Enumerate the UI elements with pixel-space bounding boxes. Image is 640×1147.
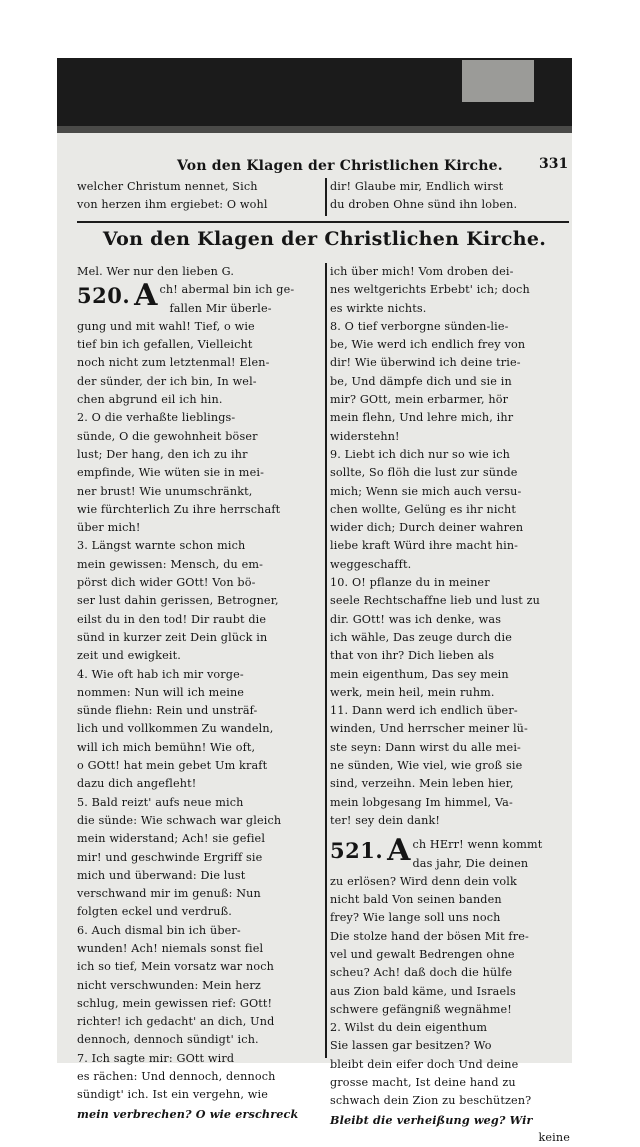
melody-line: Mel. Wer nur den lieben G. — [77, 265, 235, 278]
text-line: be, Und dämpfe dich und sie in — [330, 374, 512, 388]
scan-clip — [462, 60, 534, 102]
page-content — [77, 156, 572, 1144]
text-line: über mich! — [77, 521, 141, 535]
text-line: welcher Christum nennet, Sich — [77, 180, 258, 193]
text-line: 7. Ich sagte mir: GOtt wird — [77, 1051, 235, 1065]
text-line: chen wollte, Gelüng es ihr nicht — [330, 502, 516, 516]
text-line: 11. Dann werd ich endlich über- — [330, 704, 518, 718]
text-line: noch nicht zum letztenmal! Elen- — [77, 356, 270, 370]
text-line: 5. Bald reizt' aufs neue mich — [77, 795, 244, 809]
text-line: mein lobgesang Im himmel, Va- — [330, 795, 513, 809]
text-line: liebe kraft Würd ihre macht hin- — [330, 539, 519, 553]
right-column — [330, 263, 572, 1144]
text-line: seele Rechtschaffne lieb und lust zu — [330, 594, 540, 608]
text-line: dazu dich angefleht! — [77, 777, 197, 791]
text-line: ne sünden, Wie viel, wie groß sie — [330, 759, 523, 773]
text-line: dir! Glaube mir, Endlich wirst — [330, 180, 504, 193]
text-line: richter! ich gedacht' an dich, Und — [77, 1015, 275, 1029]
text-line: that von ihr? Dich lieben als — [330, 649, 495, 663]
running-head: Von den Klagen der Christlichen Kirche. — [177, 158, 503, 174]
text-line: zeit und ewigkeit. — [77, 649, 181, 663]
text-line: 8. O tief verborgne sünden-lie- — [330, 319, 509, 333]
text-line: 2. Wilst du dein eigenthum — [330, 1021, 488, 1035]
text-line: bleibt dein eifer doch Und deine — [330, 1057, 519, 1071]
text-line: fallen Mir überle- — [169, 301, 272, 315]
text-line: es wirkte nichts. — [330, 301, 427, 315]
text-line: mir! und geschwinde Ergriff sie — [77, 850, 263, 864]
text-line: mein gewissen: Mensch, du em- — [77, 557, 264, 571]
text-line: sünde fliehn: Rein und unsträf- — [77, 704, 258, 718]
text-line: mich; Wenn sie mich auch versu- — [330, 484, 522, 498]
text-line: Sie lassen gar besitzen? Wo — [330, 1039, 492, 1053]
text-line: tief bin ich gefallen, Vielleicht — [77, 338, 253, 352]
text-line: grosse macht, Ist deine hand zu — [330, 1076, 516, 1090]
text-line: lich und vollkommen Zu wandeln, — [77, 722, 274, 736]
text-line: mein eigenthum, Das sey mein — [330, 667, 509, 681]
text-line: werk, mein heil, mein ruhm. — [330, 685, 495, 699]
text-line: ter! sey dein dank! — [330, 813, 441, 827]
text-line: ner brust! Wie unumschränkt, — [77, 484, 253, 498]
text-line: 6. Auch dismal bin ich über- — [77, 923, 241, 937]
text-line: empfinde, Wie wüten sie in mei- — [77, 466, 264, 480]
text-line: schwach dein Zion zu beschützen? — [330, 1094, 532, 1108]
scan-dark-border — [57, 58, 572, 133]
text-line: ich über mich! Vom droben dei- — [330, 265, 514, 278]
text-line: Die stolze hand der bösen Mit fre- — [330, 929, 529, 943]
text-line: mich und überwand: Die lust — [77, 868, 246, 882]
hymn-521-lines — [330, 873, 572, 1129]
text-line: zu erlösen? Wird denn dein volk — [330, 874, 517, 888]
horizontal-rule — [77, 221, 569, 223]
text-line: der sünder, der ich bin, In wel- — [77, 374, 257, 388]
text-line: frey? Wie lange soll uns noch — [330, 911, 501, 925]
text-line: o GOtt! hat mein gebet Um kraft — [77, 759, 268, 773]
text-line: nes weltgerichts Erbebt' ich; doch — [330, 283, 530, 297]
section-title: Von den Klagen der Christlichen Kirche. — [102, 228, 547, 250]
text-line: es rächen: Und dennoch, dennoch — [77, 1070, 276, 1084]
text-line: Bleibt die verheißung weg? Wir — [330, 1112, 533, 1127]
text-line: gung und mit wahl! Tief, o wie — [77, 319, 255, 333]
text-line: mein widerstand; Ach! sie gefiel — [77, 832, 266, 846]
text-line: sünd in kurzer zeit Dein glück in — [77, 630, 268, 644]
hymn-520-continuation — [330, 263, 572, 830]
text-line: nicht verschwunden: Mein herz — [77, 978, 261, 992]
text-line: vel und gewalt Bedrengen ohne — [330, 947, 515, 961]
text-line: dir! Wie überwind ich deine trie- — [330, 356, 521, 370]
text-line: winden, Und herrscher meiner lü- — [330, 722, 528, 736]
text-line: 2. O die verhaßte lieblings- — [77, 411, 236, 425]
text-line: aus Zion bald käme, und Israels — [330, 984, 516, 998]
text-line: sind, verzeihn. Mein leben hier, — [330, 777, 514, 791]
drop-cap: A — [134, 278, 158, 314]
hymn-520-heading — [77, 278, 323, 318]
text-line: du droben Ohne sünd ihn loben. — [330, 198, 518, 212]
text-line: 3. Längst warnte schon mich — [77, 539, 246, 553]
column-divider — [325, 263, 327, 1058]
hymn-number: 520. — [77, 283, 131, 309]
text-line: ser lust dahin gerissen, Betrogner, — [77, 594, 279, 608]
text-line: will ich mich bemühn! Wie oft, — [77, 740, 256, 754]
text-line: schwere gefängniß wegnähme! — [330, 1002, 512, 1016]
text-line: be, Wie werd ich endlich frey von — [330, 338, 526, 352]
text-line: eilst du in den tod! Dir raubt die — [77, 612, 267, 626]
scanned-page — [57, 58, 572, 1144]
text-line: mir? GOtt, mein erbarmer, hör — [330, 393, 509, 407]
text-line: dir. GOtt! was ich denke, was — [330, 612, 502, 626]
carryover-right — [330, 178, 570, 215]
text-line: mein verbrechen? O wie erschreck — [77, 1106, 299, 1121]
text-line: von herzen ihm ergiebet: O wohl — [77, 198, 268, 212]
hymn-number: 521. — [330, 838, 384, 864]
text-line: nommen: Nun will ich meine — [77, 685, 245, 699]
text-line: widerstehn! — [330, 429, 400, 443]
text-line: nicht bald Von seinen banden — [330, 893, 502, 907]
text-line: folgten eckel und verdruß. — [77, 905, 232, 919]
text-line: wunden! Ach! niemals sonst fiel — [77, 941, 264, 955]
page-number: 331 — [539, 156, 569, 172]
text-line: 4. Wie oft hab ich mir vorge- — [77, 667, 244, 681]
text-line: schlug, mein gewissen rief: GOtt! — [77, 996, 273, 1010]
text-line: 9. Liebt ich dich nur so wie ich — [330, 447, 510, 461]
drop-cap: A — [387, 833, 411, 869]
text-line: sünde, O die gewohnheit böser — [77, 429, 258, 443]
carryover-left — [77, 178, 322, 215]
text-line: scheu? Ach! daß doch die hülfe — [330, 966, 513, 980]
text-line: ch! abermal bin ich ge- — [159, 283, 295, 297]
text-line: ich so tief, Mein vorsatz war noch — [77, 960, 275, 974]
text-line: chen abgrund eil ich hin. — [77, 393, 223, 407]
text-line: lust; Der hang, den ich zu ihr — [77, 447, 248, 461]
text-line: ch HErr! wenn kommt — [412, 838, 543, 852]
text-line: sündigt' ich. Ist ein vergehn, wie — [77, 1088, 268, 1102]
text-line: ste seyn: Dann wirst du alle mei- — [330, 740, 521, 754]
text-line: verschwand mir im genuß: Nun — [77, 887, 261, 901]
page-shadow-edge — [57, 126, 572, 133]
text-line: 10. O! pflanze du in meiner — [330, 576, 490, 590]
left-column — [77, 263, 323, 1121]
text-line: wie fürchterlich Zu ihre herrschaft — [77, 502, 281, 516]
text-line: dennoch, dennoch sündigt' ich. — [77, 1033, 259, 1047]
text-line: das jahr, Die deinen — [412, 856, 529, 870]
text-line: weggeschafft. — [330, 557, 412, 571]
text-line: ich wähle, Das zeuge durch die — [330, 630, 512, 644]
hymn-521-heading — [330, 833, 572, 873]
column-divider-top — [325, 178, 327, 216]
catchword: keine — [538, 1130, 570, 1144]
text-line: pörst dich wider GOtt! Von bö- — [77, 576, 256, 590]
hymn-520-lines — [77, 318, 323, 1123]
text-line: mein flehn, Und lehre mich, ihr — [330, 411, 514, 425]
text-line: wider dich; Durch deiner wahren — [330, 521, 524, 535]
text-line: sollte, So flöh die lust zur sünde — [330, 466, 518, 480]
text-line: die sünde: Wie schwach war gleich — [77, 813, 282, 827]
